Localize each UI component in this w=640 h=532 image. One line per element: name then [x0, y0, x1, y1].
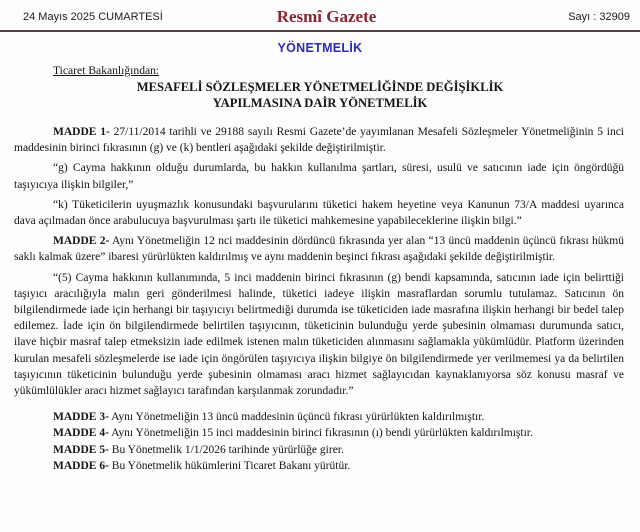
clause-5-text: “(5) Cayma hakkının kullanımında, 5 inci maddenin birinci fıkrasının (g) bendi kapsamında, satıcının iade için belirttiği taşıyıcı aracılığıyla malın geri gönderilmesi halinde, tüketici iadeye ilişkin masraflardan sorumlu tutulamaz. Satıcının ön bilgilendirmede iade için herhangi bir taşıyıcıyı belirtmediği durumda ise tüketiciden iade masrafına ilişkin herhangi bir bedel talep edilemez. İade için ön bilgilendirmede belirtilen taşıyıcının, tüketicinin bulunduğu yerde şubesinin olmaması durumunda satıcı, ilave hiçbir masraf talep etmeksizin iade edilmek istenen malın tüketiciden alınmasını sağlamakla yükümlüdür. Platform üzerinden kurulan mesafeli sözleşmelerde ise iade için öngörülen taşıyıcıya ilişkin bilgiye ön bilgilendirmede yer verilmemesi ya da belirtilen taşıyıcının tüketicinin bulunduğu yerde şubesinin olmaması aracı hizmet sağlayıcıdan kaynaklanıyorsa söz konusu masraf ve yükümlülükler aracı hizmet sağlayıcı tarafından karşılanmak zorundadır.” — [14, 271, 624, 398]
madde-1-paragraph — [14, 124, 624, 156]
clause-5-paragraph — [14, 270, 624, 400]
document-title — [0, 79, 640, 111]
madde-3-paragraph — [14, 409, 624, 425]
masthead — [0, 0, 640, 32]
madde-4-text: Aynı Yönetmeliğin 15 inci maddesinin birinci fıkrasının (ı) bendi yürürlükten kaldırılmıştır. — [108, 427, 533, 440]
madde-6-label: MADDE 6- — [53, 459, 109, 472]
madde-4-paragraph — [14, 425, 624, 441]
madde-6-paragraph — [14, 458, 624, 474]
madde-6-text: Bu Yönetmelik hükümlerini Ticaret Bakanı yürütür. — [108, 459, 351, 472]
clause-k-paragraph — [14, 197, 624, 229]
clause-k-text: “k) Tüketicilerin uyuşmazlık konusundaki başvurularını tüketici hakem heyetine veya Kanunun 73/A maddesi uyarınca dava açılmadan önce arabulucuya başvurulması şartı ile tüketici mahkemesine yapabileceklerine ilişkin bilgi.” — [14, 198, 624, 228]
madde-3-label: MADDE 3- — [53, 411, 109, 424]
madde-1-text: 27/11/2014 tarihli ve 29188 sayılı Resmi Gazete’de yayımlanan Mesafeli Sözleşmeler Yönetmeliğinin 5 inci maddesinin birinci fıkrasının (g) ve (k) bentleri aşağıdaki şekilde değiştirilmiştir. — [14, 126, 624, 155]
madde-5-paragraph — [14, 442, 624, 458]
madde-5-text: Bu Yönetmelik 1/1/2026 tarihinde yürürlüğe girer. — [108, 443, 344, 456]
document-title-line1: MESAFELİ SÖZLEŞMELER YÖNETMELİĞİNDE DEĞİŞİKLİK — [136, 80, 504, 94]
masthead-title: Resmî Gazete — [276, 7, 377, 26]
madde-2-text: Aynı Yönetmeliğin 12 nci maddesinin dördüncü fıkrasında yer alan “13 üncü maddenin üçüncü fıkrası hükmü saklı kalmak üzere” ibaresi yürürlükten kaldırılmış ve aynı maddenin beşinci fıkrası aşağıdaki şekilde değiştirilmiştir. — [14, 235, 624, 264]
madde-2-paragraph — [14, 233, 624, 265]
masthead-date: 24 Mayıs 2025 CUMARTESİ — [23, 11, 163, 23]
document-title-line2: YAPILMASINA DAİR YÖNETMELİK — [212, 96, 428, 110]
madde-4-label: MADDE 4- — [53, 427, 109, 440]
madde-2-label: MADDE 2- — [53, 235, 110, 248]
section-label: YÖNETMELİK — [277, 41, 363, 55]
madde-1-label: MADDE 1- — [53, 126, 110, 138]
masthead-issue-number: Sayı : 32909 — [568, 11, 630, 23]
clause-g-text: “g) Cayma hakkının olduğu durumlarda, bu hakkın kullanılma şartları, süresi, usulü ve satıcının iade için öngördüğü taşıyıcıya ilişkin bilgiler,” — [14, 162, 624, 191]
ministry-heading: Ticaret Bakanlığından: — [53, 64, 160, 77]
document-body — [0, 111, 640, 474]
madde-3-text: Aynı Yönetmeliğin 13 üncü maddesinin üçüncü fıkrası yürürlükten kaldırılmıştır. — [108, 411, 485, 424]
clause-g-paragraph — [14, 160, 624, 192]
madde-5-label: MADDE 5- — [53, 443, 109, 456]
